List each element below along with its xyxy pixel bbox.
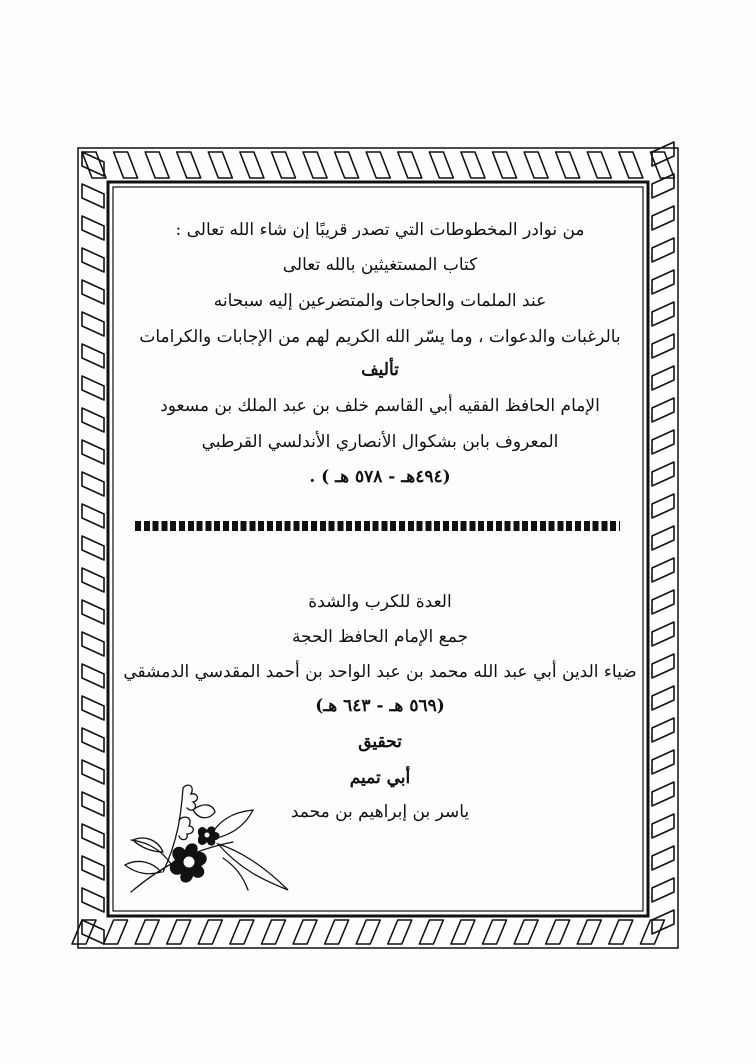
book-subtitle-line-2: بالرغبات والدعوات ، وما يسّر الله الكريم لهم من الإجابات والكرامات bbox=[139, 327, 621, 347]
book-title-uddah: العدة للكرب والشدة bbox=[308, 592, 452, 612]
compiler-dates: (٥٦٩ هـ - ٦٤٣ هـ) bbox=[315, 696, 445, 716]
compiler-name: ضياء الدين أبي عبد الله محمد بن عبد الواحد بن أحمد المقدسي الدمشقي bbox=[123, 662, 637, 682]
verification-label: تحقيق bbox=[358, 732, 402, 752]
floral-ornament-icon bbox=[123, 780, 298, 900]
author-line-2: المعروف بابن بشكوال الأنصاري الأندلسي القرطبي bbox=[201, 432, 559, 452]
upcoming-manuscripts-intro: من نوادر المخطوطات التي تصدر قريبًا إن شاء الله تعالى : bbox=[175, 220, 585, 240]
authorship-label: تأليف bbox=[361, 360, 399, 380]
section-divider bbox=[135, 521, 620, 531]
editor-name: ياسر بن إبراهيم بن محمد bbox=[290, 802, 470, 822]
book-title-mustaghithin: كتاب المستغيثين بالله تعالى bbox=[282, 255, 478, 275]
author-line-1: الإمام الحافظ الفقيه أبي القاسم خلف بن عبد الملك بن مسعود bbox=[160, 396, 600, 416]
editor-kunya: أبي تميم bbox=[349, 768, 411, 788]
compiled-by-line: جمع الإمام الحافظ الحجة bbox=[291, 627, 469, 647]
book-subtitle-line-1: عند الملمات والحاجات والمتضرعين إليه سبحانه bbox=[213, 291, 547, 311]
author-dates: (٤٩٤هـ - ٥٧٨ هـ ) . bbox=[309, 467, 451, 487]
